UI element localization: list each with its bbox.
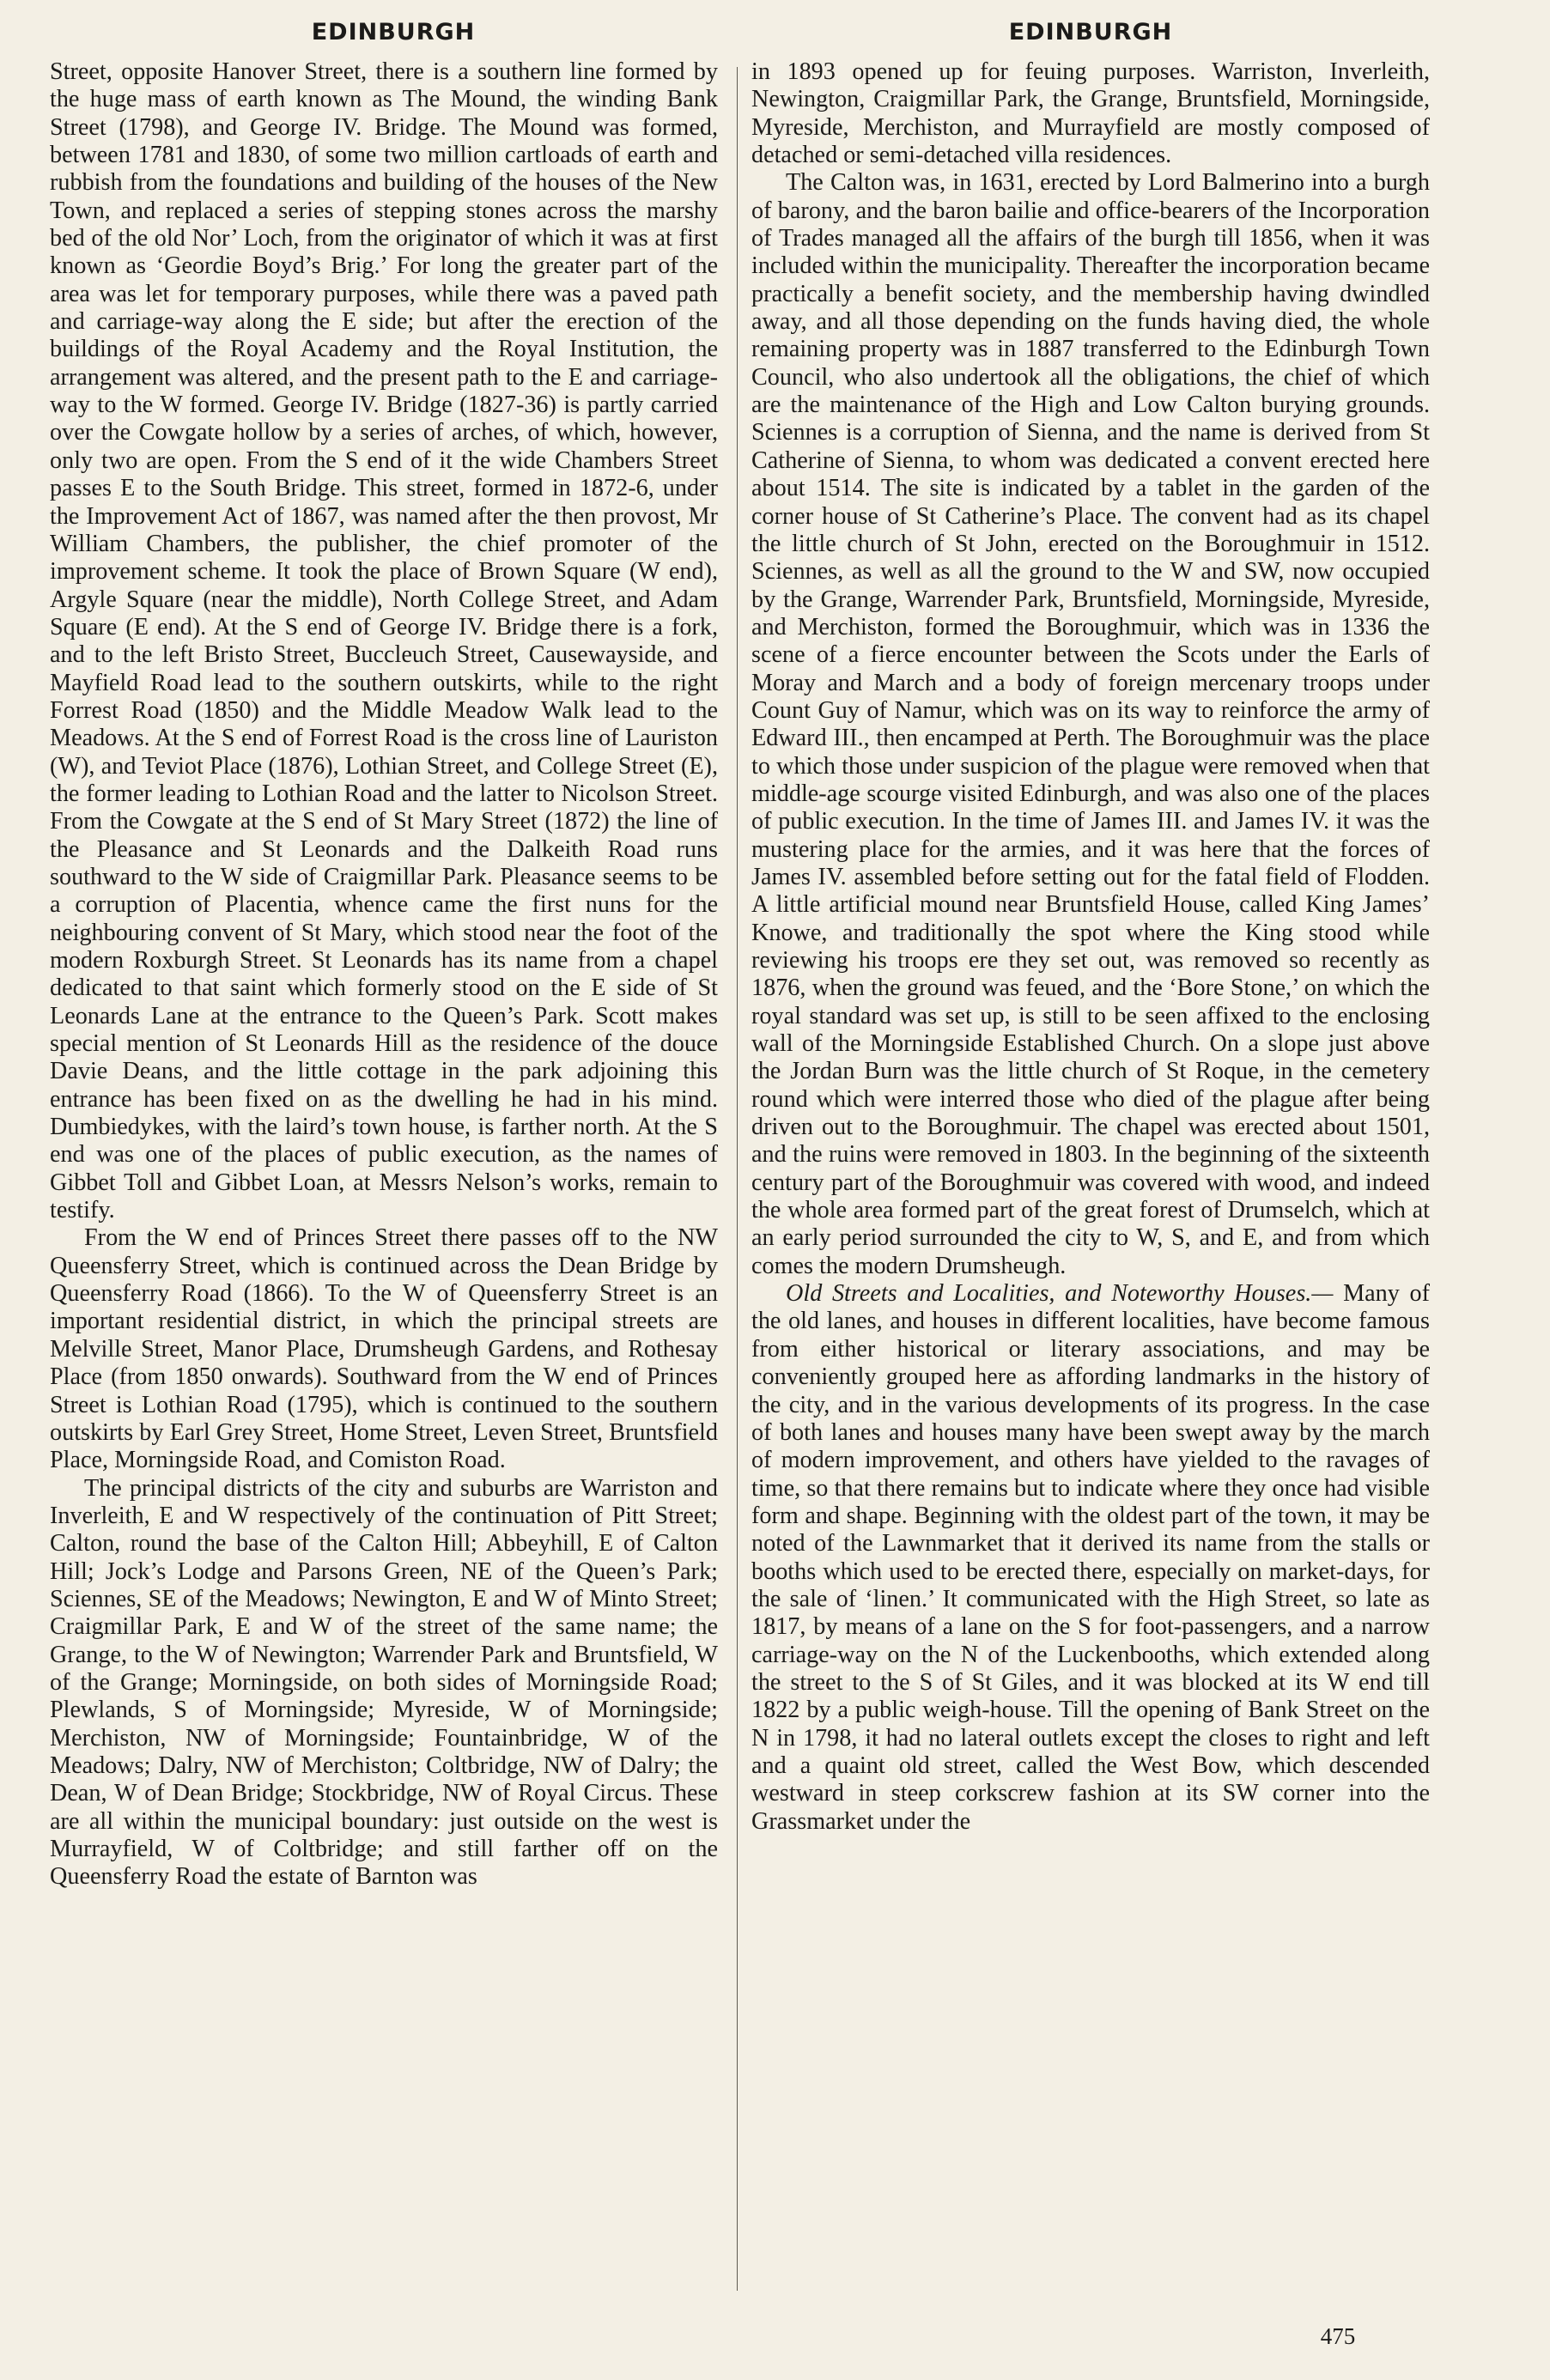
paragraph: Street, opposite Hanover Street, there is a southern line formed by the huge mass of earth known as The Mound, the winding Bank Street (1798), and George IV. Bridge. The Mound was formed, between 1781 and 1830, of some two million cartloads of earth and rubbish from the foundations and building of the houses of the New Town, and replaced a series of stepping stones across the marshy bed of the old Nor’ Loch, from the originator of which it was at first known as ‘Geordie Boyd’s Brig.’ For long the greater part of the area was let for temporary purposes, while there was a paved path and carriage-way along the E side; but after the erection of the buildings of the Royal Academy and the Royal Institution, the arrangement was altered, and the present path to the E and carriage-way to the W formed. George IV. Bridge (1827-36) is partly carried over the Cowgate hollow by a series of arches, of which, however, only two are open. From the S end of it the wide Chambers Street passes E to the South Bridge. This street, formed in 1872-6, under the Improvement Act of 1867, was named after the then provost, Mr William Chambers, the publisher, the chief promoter of the improvement scheme. It took the place of Brown Square (W end), Argyle Square (near the middle), North College Street, and Adam Square (E end). At the S end of George IV. Bridge there is a fork, and to the left Bristo Street, Buccleuch Street, Causewayside, and Mayfield Road lead to the southern outskirts, while to the right Forrest Road (1850) and the Middle Meadow Walk lead to the Meadows. At the S end of Forrest Road is the cross line of Lauriston (W), and Teviot Place (1876), Lothian Street, and College Street (E), the former leading to Lothian Road and the latter to Nicolson Street. From the Cowgate at the S end of St Mary Street (1872) the line of the Pleasance and St Leonards and the Dalkeith Road runs southward to the W side of Craigmillar Park. Pleasance seems to be a corruption of Placentia, whence came the first nuns for the neighbouring convent of St Mary, which stood near the foot of the modern Roxburgh Street. St Leonards has its name from a chapel dedicated to that saint which formerly stood on the E side of St Leonards Lane at the entrance to the Queen’s Park. Scott makes special mention of St Leonards Hill as the residence of the douce Davie Deans, and the little cottage in the park adjoining this entrance has been fixed on as the dwelling he had in his mind. Dumbiedykes, with the laird’s town house, is farther north. At the S end was one of the places of public execution, as the names of Gibbet Toll and Gibbet Loan, at Messrs Nelson’s works, remain to testify. xyxy=(50,58,718,1224)
paragraph: The principal districts of the city and suburbs are Warriston and Inverleith, E and W respectively of the continuation of Pitt Street; Calton, round the base of the Calton Hill; Abbeyhill, E of Calton Hill; Jock’s Lodge and Parsons Green, NE of the Queen’s Park; Sciennes, SE of the Meadows; Newington, E and W of Minto Street; Craigmillar Park, E and W of the street of the same name; the Grange, to the W of Newington; Warrender Park and Bruntsfield, W of the Grange; Morningside, on both sides of Morningside Road; Plewlands, S of Morningside; Myreside, W of Morningside; Merchiston, NW of Morningside; Fountainbridge, W of the Meadows; Dalry, NW of Merchiston; Coltbridge, NW of Dalry; the Dean, W of Dean Bridge; Stockbridge, NW of Royal Circus. These are all within the municipal boundary: just outside on the west is Murrayfield, W of Coltbridge; and still farther off on the Queensferry Road the estate of Barnton was xyxy=(50,1474,718,1891)
running-header-left: EDINBURGH xyxy=(311,19,476,46)
paragraph: in 1893 opened up for feuing purposes. Warriston, Inverleith, Newington, Craigmillar Park, the Grange, Bruntsfield, Morningside, Myreside, Merchiston, and Murrayfield are mostly composed of detached or semi-detached villa residences. xyxy=(751,58,1430,169)
paragraph: From the W end of Princes Street there passes off to the NW Queensferry Street, which is continued across the Dean Bridge by Queensferry Road (1866). To the W of Queensferry Street is an important residential district, in which the principal streets are Melville Street, Manor Place, Drumsheugh Gardens, and Rothesay Place (from 1850 onwards). Southward from the W end of Princes Street is Lothian Road (1795), which is continued to the southern outskirts by Earl Grey Street, Home Street, Leven Street, Bruntsfield Place, Morningside Road, and Comiston Road. xyxy=(50,1224,718,1474)
paragraph-text: Many of the old lanes, and houses in different localities, have become famous from either historical or literary associations, and may be conveniently grouped here as affording landmarks in the history of the city, and in the various developments of its progress. In the case of both lanes and houses many have been swept away by the march of modern improvement, and others have yielded to the ravages of time, so that there remains but to indicate where they once had visible form and shape. Beginning with the oldest part of the town, it may be noted of the Lawnmarket that it derived its name from the stalls or booths which used to be erected there, especially on market-days, for the sale of ‘linen.’ It communicated with the High Street, so late as 1817, by means of a lane on the S for foot-passengers, and a narrow carriage-way on the N of the Luckenbooths, which extended along the street to the S of St Giles, and it was blocked at its W end till 1822 by a public weigh-house. Till the opening of Bank Street on the N in 1798, it had no lateral outlets except the closes to right and left and a quaint old street, called the West Bow, which descended westward in steep corkscrew fashion at its SW corner into the Grassmarket under the xyxy=(751,1280,1430,1835)
running-header-right: EDINBURGH xyxy=(1008,19,1173,46)
right-column xyxy=(751,58,1430,1836)
left-column xyxy=(50,58,718,1891)
paragraph xyxy=(751,1280,1430,1836)
page-number: 475 xyxy=(1320,2323,1356,2349)
section-heading: Old Streets and Localities, and Noteworthy Houses.— xyxy=(786,1280,1334,1308)
paragraph: The Calton was, in 1631, erected by Lord Balmerino into a burgh of barony, and the baron bailie and office-bearers of the Incorporation of Trades managed all the affairs of the burgh till 1856, when it was included within the municipality. Thereafter the incorporation became practically a benefit society, and the membership having dwindled away, and all those depending on the funds having died, the whole remaining property was in 1887 transferred to the Edinburgh Town Council, who also undertook all the obligations, the chief of which are the maintenance of the High and Low Calton burying grounds. Sciennes is a corruption of Sienna, and the name is derived from St Catherine of Sienna, to whom was dedicated a convent erected here about 1514. The site is indicated by a tablet in the garden of the corner house of St Catherine’s Place. The convent had as its chapel the little church of St John, erected on the Boroughmuir in 1512. Sciennes, as well as all the ground to the W and SW, now occupied by the Grange, Warrender Park, Bruntsfield, Morningside, Myreside, and Merchiston, formed the Boroughmuir, which was in 1336 the scene of a fierce encounter between the Scots under the Earls of Moray and March and a body of foreign mercenary troops under Count Guy of Namur, which was on its way to reinforce the army of Edward III., then encamped at Perth. The Boroughmuir was the place to which those under suspicion of the plague were removed when that middle-age scourge visited Edinburgh, and was also one of the places of public execution. In the time of James III. and James IV. it was the mustering place for the armies, and it was here that the forces of James IV. assembled before setting out for the fatal field of Flodden. A little artificial mound near Bruntsfield House, called King James’ Knowe, and traditionally the spot where the King stood while reviewing his troops ere they set out, was removed so recently as 1876, when the ground was feued, and the ‘Bore Stone,’ on which the royal standard was set up, is still to be seen affixed to the enclosing wall of the Morningside Established Church. On a slope just above the Jordan Burn was the little church of St Roque, in the cemetery round which were interred those who died of the plague after being driven out to the Boroughmuir. The chapel was erected about 1501, and the ruins were removed in 1803. In the beginning of the sixteenth century part of the Boroughmuir was covered with wood, and indeed the whole area formed part of the great forest of Drumselch, which at an early period surrounded the city to W, S, and E, and from which comes the modern Drumsheugh. xyxy=(751,169,1430,1279)
column-divider xyxy=(737,67,738,2291)
